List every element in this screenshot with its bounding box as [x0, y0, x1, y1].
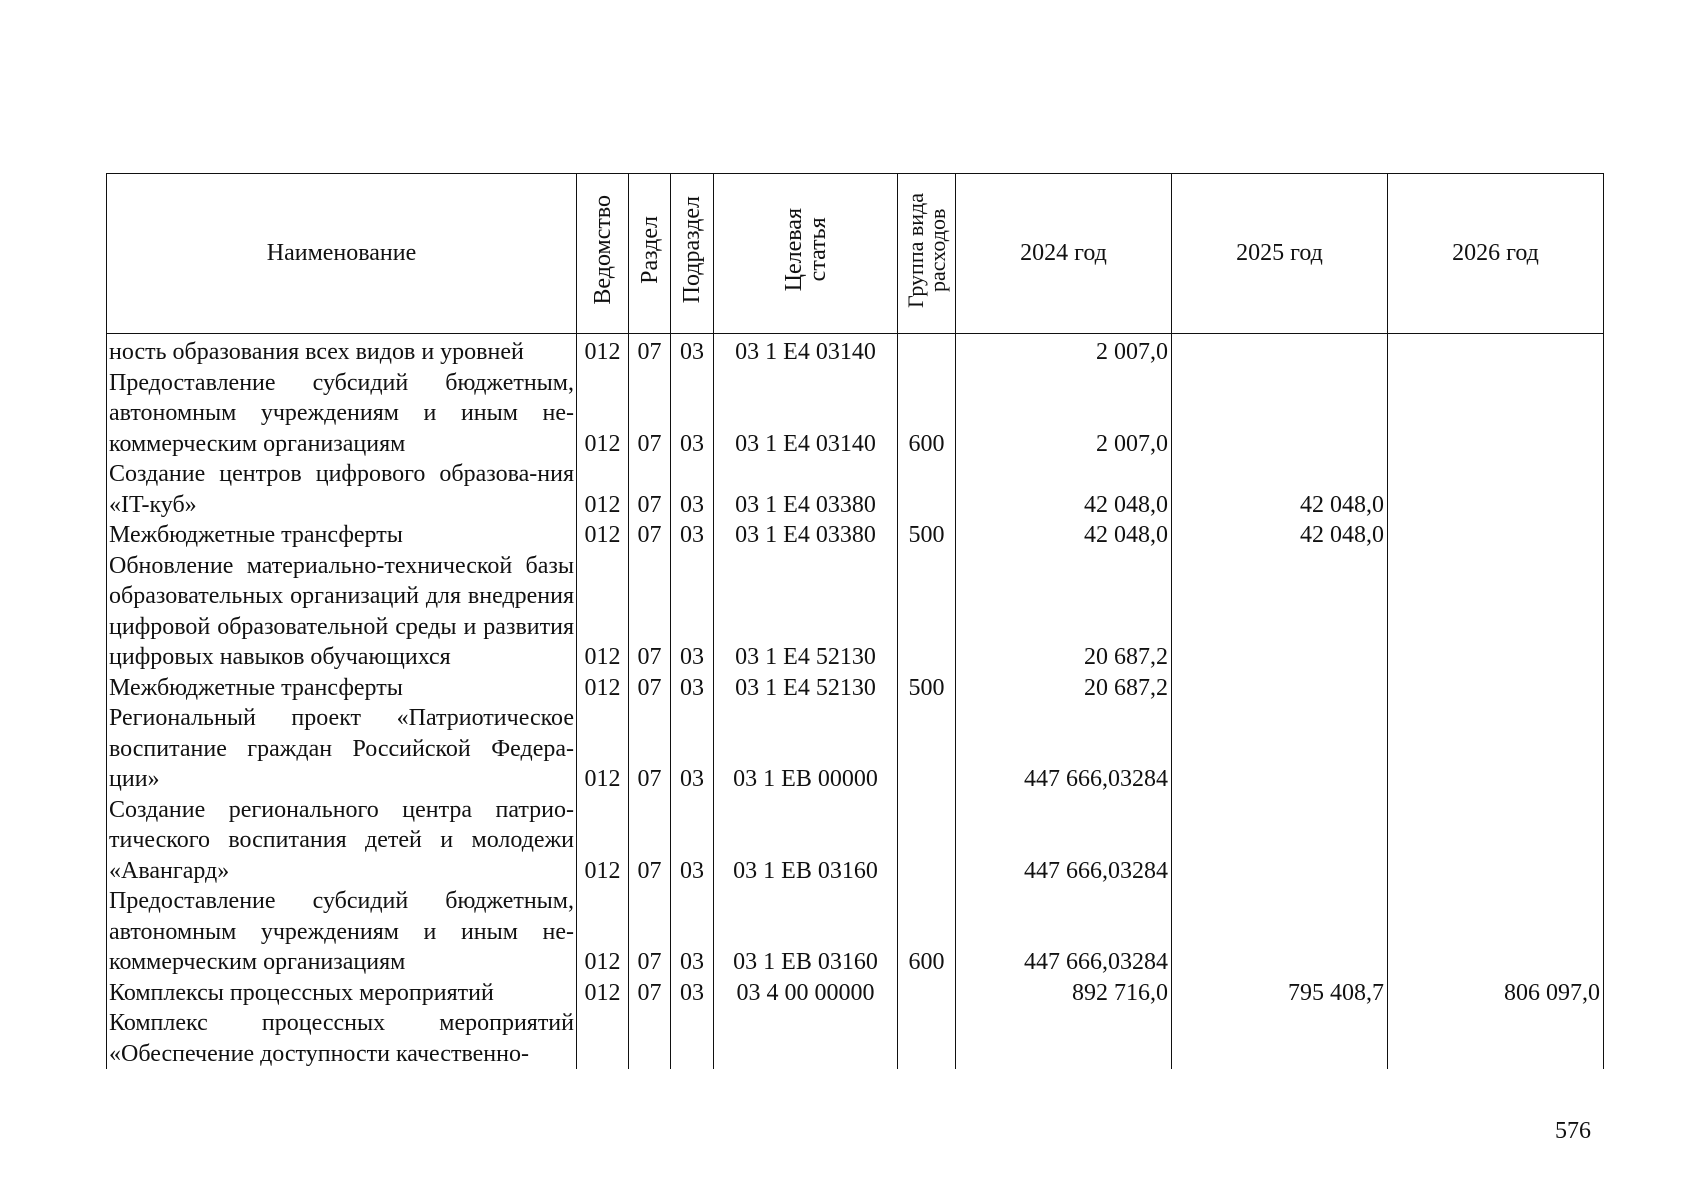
row-name-cell: Создание регионального центра патрио-тического воспитания детей и молодежи «Авангард» — [107, 795, 577, 887]
table-row — [107, 368, 1604, 460]
subsection-cell — [671, 1008, 714, 1069]
expense-group-cell — [898, 334, 956, 368]
amount-2025-cell — [1172, 1008, 1388, 1069]
header-expense-group: Группа вида расходов — [898, 174, 956, 334]
subsection-cell: 03 — [671, 551, 714, 673]
expense-group-cell — [898, 703, 956, 795]
amount-2024-cell: 20 687,2 — [956, 673, 1172, 704]
table-row — [107, 673, 1604, 704]
amount-2025-cell — [1172, 551, 1388, 673]
section-cell: 07 — [629, 459, 671, 520]
department-cell: 012 — [577, 673, 629, 704]
target-article-cell — [714, 1008, 898, 1069]
header-department: Ведомство — [577, 174, 629, 334]
subsection-cell: 03 — [671, 703, 714, 795]
expense-group-cell — [898, 978, 956, 1009]
target-article-cell: 03 1 Е4 03380 — [714, 459, 898, 520]
expense-group-cell — [898, 459, 956, 520]
amount-2024-cell: 42 048,0 — [956, 459, 1172, 520]
expense-group-cell — [898, 1008, 956, 1069]
header-name: Наименование — [107, 174, 577, 334]
header-year-2026: 2026 год — [1388, 174, 1604, 334]
subsection-cell: 03 — [671, 520, 714, 551]
table-row — [107, 459, 1604, 520]
target-article-cell: 03 1 ЕВ 03160 — [714, 886, 898, 978]
amount-2024-cell: 2 007,0 — [956, 334, 1172, 368]
amount-2024-cell: 447 666,03284 — [956, 703, 1172, 795]
table-row — [107, 551, 1604, 673]
subsection-cell: 03 — [671, 886, 714, 978]
row-name-cell: Межбюджетные трансферты — [107, 673, 577, 704]
row-name-cell: Обновление материально-технической базы образовательных организаций для внедрения цифровой образовательной среды и развития цифровых навыков обучающихся — [107, 551, 577, 673]
expense-group-cell: 600 — [898, 368, 956, 460]
table-row — [107, 795, 1604, 887]
header-subsection: Подраздел — [671, 174, 714, 334]
amount-2024-cell: 2 007,0 — [956, 368, 1172, 460]
amount-2025-cell — [1172, 795, 1388, 887]
department-cell: 012 — [577, 978, 629, 1009]
budget-table — [106, 173, 1604, 1069]
row-name-cell: Предоставление субсидий бюджетным, автономным учреждениям и иным не-коммерческим организациям — [107, 368, 577, 460]
target-article-cell: 03 1 ЕВ 00000 — [714, 703, 898, 795]
department-cell: 012 — [577, 520, 629, 551]
amount-2024-cell: 447 666,03284 — [956, 795, 1172, 887]
section-cell: 07 — [629, 520, 671, 551]
row-name-cell: Создание центров цифрового образова-ния «IT-куб» — [107, 459, 577, 520]
amount-2025-cell — [1172, 886, 1388, 978]
table-row — [107, 520, 1604, 551]
department-cell: 012 — [577, 334, 629, 368]
section-cell: 07 — [629, 334, 671, 368]
amount-2025-cell — [1172, 673, 1388, 704]
amount-2024-cell: 892 716,0 — [956, 978, 1172, 1009]
department-cell: 012 — [577, 368, 629, 460]
section-cell — [629, 1008, 671, 1069]
table-row — [107, 886, 1604, 978]
target-article-cell: 03 1 ЕВ 03160 — [714, 795, 898, 887]
header-year-2025: 2025 год — [1172, 174, 1388, 334]
row-name-cell: Региональный проект «Патриотическое воспитание граждан Российской Федера-ции» — [107, 703, 577, 795]
table-row — [107, 978, 1604, 1009]
header-target-article: Целевая статья — [714, 174, 898, 334]
row-name-cell: Комплексы процессных мероприятий — [107, 978, 577, 1009]
amount-2024-cell — [956, 1008, 1172, 1069]
amount-2026-cell — [1388, 795, 1604, 887]
amount-2025-cell: 42 048,0 — [1172, 459, 1388, 520]
amount-2024-cell: 42 048,0 — [956, 520, 1172, 551]
header-section: Раздел — [629, 174, 671, 334]
amount-2026-cell: 806 097,0 — [1388, 978, 1604, 1009]
subsection-cell: 03 — [671, 334, 714, 368]
target-article-cell: 03 1 Е4 03380 — [714, 520, 898, 551]
header-row — [107, 174, 1604, 334]
subsection-cell: 03 — [671, 368, 714, 460]
section-cell: 07 — [629, 978, 671, 1009]
row-name-cell: Комплекс процессных мероприятий «Обеспечение доступности качественно- — [107, 1008, 577, 1069]
amount-2025-cell: 795 408,7 — [1172, 978, 1388, 1009]
amount-2026-cell — [1388, 368, 1604, 460]
target-article-cell: 03 1 Е4 52130 — [714, 673, 898, 704]
section-cell: 07 — [629, 703, 671, 795]
section-cell: 07 — [629, 551, 671, 673]
amount-2026-cell — [1388, 1008, 1604, 1069]
header-year-2024: 2024 год — [956, 174, 1172, 334]
row-name-cell: ность образования всех видов и уровней — [107, 334, 577, 368]
amount-2025-cell — [1172, 703, 1388, 795]
expense-group-cell: 500 — [898, 673, 956, 704]
department-cell: 012 — [577, 703, 629, 795]
section-cell: 07 — [629, 368, 671, 460]
amount-2026-cell — [1388, 886, 1604, 978]
amount-2025-cell — [1172, 368, 1388, 460]
expense-group-cell — [898, 551, 956, 673]
amount-2026-cell — [1388, 459, 1604, 520]
department-cell: 012 — [577, 795, 629, 887]
table-row — [107, 334, 1604, 368]
amount-2024-cell: 447 666,03284 — [956, 886, 1172, 978]
target-article-cell: 03 4 00 00000 — [714, 978, 898, 1009]
department-cell — [577, 1008, 629, 1069]
subsection-cell: 03 — [671, 978, 714, 1009]
table-row — [107, 1008, 1604, 1069]
amount-2026-cell — [1388, 703, 1604, 795]
subsection-cell: 03 — [671, 795, 714, 887]
section-cell: 07 — [629, 886, 671, 978]
subsection-cell: 03 — [671, 673, 714, 704]
section-cell: 07 — [629, 673, 671, 704]
department-cell: 012 — [577, 459, 629, 520]
section-cell: 07 — [629, 795, 671, 887]
row-name-cell: Межбюджетные трансферты — [107, 520, 577, 551]
target-article-cell: 03 1 Е4 03140 — [714, 334, 898, 368]
table-row — [107, 703, 1604, 795]
row-name-cell: Предоставление субсидий бюджетным, автономным учреждениям и иным не-коммерческим организациям — [107, 886, 577, 978]
table-body — [107, 334, 1604, 1070]
expense-group-cell: 600 — [898, 886, 956, 978]
expense-group-cell — [898, 795, 956, 887]
expense-group-cell: 500 — [898, 520, 956, 551]
amount-2026-cell — [1388, 673, 1604, 704]
target-article-cell: 03 1 Е4 03140 — [714, 368, 898, 460]
amount-2026-cell — [1388, 520, 1604, 551]
amount-2025-cell — [1172, 334, 1388, 368]
amount-2026-cell — [1388, 334, 1604, 368]
amount-2025-cell: 42 048,0 — [1172, 520, 1388, 551]
subsection-cell: 03 — [671, 459, 714, 520]
target-article-cell: 03 1 Е4 52130 — [714, 551, 898, 673]
amount-2024-cell: 20 687,2 — [956, 551, 1172, 673]
amount-2026-cell — [1388, 551, 1604, 673]
page-number: 576 — [1555, 1118, 1591, 1144]
department-cell: 012 — [577, 551, 629, 673]
department-cell: 012 — [577, 886, 629, 978]
